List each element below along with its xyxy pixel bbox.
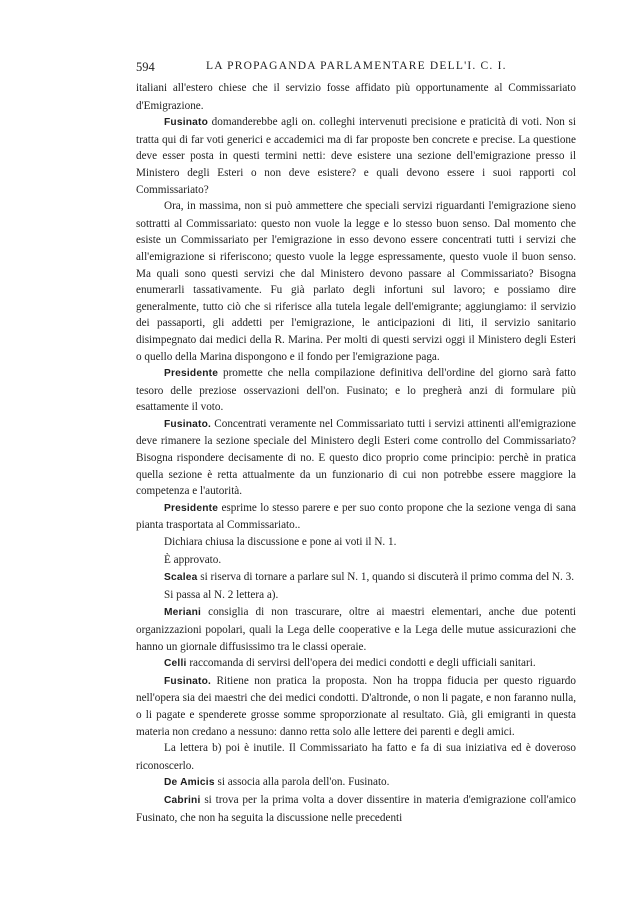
- paragraph: [136, 792, 576, 826]
- paragraph: [136, 500, 576, 534]
- paragraph: [136, 740, 576, 774]
- speaker-name: Celli: [164, 658, 187, 670]
- paragraph-text: La lettera b) poi è inutile. Il Commissariato ha fatto e fa di sua iniziativa ed è doveroso riconoscerlo.: [136, 742, 576, 772]
- speaker-name: Scalea: [164, 572, 198, 584]
- speaker-name: Presidente: [164, 368, 219, 380]
- speaker-name: Fusinato.: [164, 418, 212, 430]
- paragraph-text: promette che nella compilazione definitiva dell'ordine del giorno sarà fatto tesoro delle preziose osservazioni dell'on. Fusinato; e lo pregherà anzi di formulare più esattamente il voto.: [136, 367, 576, 414]
- paragraph: [136, 365, 576, 416]
- paragraph: [136, 80, 576, 114]
- paragraph-text: Concentrati veramente nel Commissariato tutti i servizi attinenti all'emigrazione deve rimanere la sezione speciale del Ministero degli Esteri come controllo del Commissariato? Bisogna rispondere decisamente di no. E questo dico proprio come principio: perchè in pratica quella sezione è retta attualmente da un funzionario di cui non potrebbe essere maggiore la competenza e l'autorità.: [136, 417, 576, 498]
- paragraph-text: Dichiara chiusa la discussione e pone ai voti il N. 1.: [164, 536, 397, 549]
- paragraph-text: italiani all'estero chiese che il servizio fosse affidato più opportunamente al Commissariato d'Emigrazione.: [136, 82, 576, 112]
- paragraph-text: esprime lo stesso parere e per suo conto propone che la sezione venga di sana pianta trasportata al Commissariato..: [136, 501, 576, 532]
- paragraph: [136, 569, 576, 587]
- speaker-name: Fusinato.: [164, 675, 212, 687]
- paragraph: [136, 673, 576, 740]
- paragraph-text: Ritiene non pratica la proposta. Non ha troppa fiducia per questo riguardo nell'opera sia dei maestri che dei medici condotti. D'altronde, o non li pagate, e non faranno nulla, o li pagate e spenderete grosse somme sproporzionate al resultato. Già, gli emigranti in questa materia non credano a nessuno: danno retta solo alle lettere dei parenti e degli amici.: [136, 674, 576, 738]
- paragraph: [136, 416, 576, 500]
- speaker-name: De Amicis: [164, 777, 215, 789]
- paragraph: [136, 774, 576, 792]
- speaker-name: Meriani: [164, 607, 202, 619]
- paragraph: [136, 552, 576, 570]
- paragraph-text: È approvato.: [164, 553, 222, 566]
- speaker-name: Cabrini: [164, 794, 201, 806]
- paragraph: [136, 655, 576, 673]
- page-number: 594: [136, 60, 155, 74]
- paragraph-text: si associa alla parola dell'on. Fusinato.: [214, 776, 390, 789]
- paragraph-text: raccomanda di servirsi dell'opera dei medici condotti e degli ufficiali sanitari.: [186, 657, 536, 670]
- paragraph: [136, 534, 576, 552]
- running-title: LA PROPAGANDA PARLAMENTARE DELL'I. C. I.: [206, 60, 507, 72]
- paragraph-text: si trova per la prima volta a dover dissentire in materia d'emigrazione coll'amico Fusinato, che non ha seguita la discussione nelle precedenti: [136, 793, 576, 824]
- paragraph-text: Ora, in massima, non si può ammettere che speciali servizi riguardanti l'emigrazione sieno sottratti al Commissariato: questo non vuole la legge e lo stesso buon senso. Dal momento che esiste un Commissariato per l'emigrazione in esso devono essere concentrati tutti i servizi che all'emigrazione si riferiscono; questo vuole la legge espressamente, questo vuole il buon senso. Ma quali sono questi servizi che dal Ministero devono passare al Commissariato? Bisogna enumerarli tassativamente. Fu già parlato degli infortuni sul lavoro; e possiamo dire generalmente, tutto ciò che si riferisce alla tutela legale dell'emigrante; aggiungiamo: il servizio dei passaporti, gli addetti per l'emigrazione, le anticipazioni di liti, il servizio sanitario disimpegnato dai medici della R. Marina. Per molti di questi servizi oggi il Ministero degli Esteri o quello della Marina dispongono e il fondo per l'emigrazione paga.: [136, 200, 576, 363]
- speaker-name: Presidente: [164, 502, 219, 514]
- paragraph: [136, 587, 576, 605]
- paragraph-text: Si passa al N. 2 lettera a).: [164, 588, 279, 601]
- paragraph-text: domanderebbe agli on. colleghi intervenuti precisione e praticità di voti. Non si tratta qui di far voti generici e accademici ma di far proposte ben concrete e precise. La questione deve esser posta in questi termini netti: deve esistere una sezione dell'emigrazione presso il Ministero degli Esteri o non deve esistere? e quali devono essere i suoi rapporti col Commissariato?: [136, 116, 576, 196]
- paragraph: [136, 198, 576, 365]
- document-body: [136, 80, 576, 826]
- page-header: [136, 60, 576, 76]
- speaker-name: Fusinato: [164, 117, 209, 129]
- paragraph-text: consiglia di non trascurare, oltre ai maestri elementari, anche due potenti organizzazioni popolari, quali la Lega delle cooperative e la Lega delle mutue assicurazioni che hanno un giornale diffusissimo tra le classi operaie.: [136, 606, 576, 653]
- paragraph-text: si riserva di tornare a parlare sul N. 1, quando si discuterà il primo comma del N. 3.: [197, 571, 575, 584]
- paragraph: [136, 114, 576, 198]
- paragraph: [136, 604, 576, 655]
